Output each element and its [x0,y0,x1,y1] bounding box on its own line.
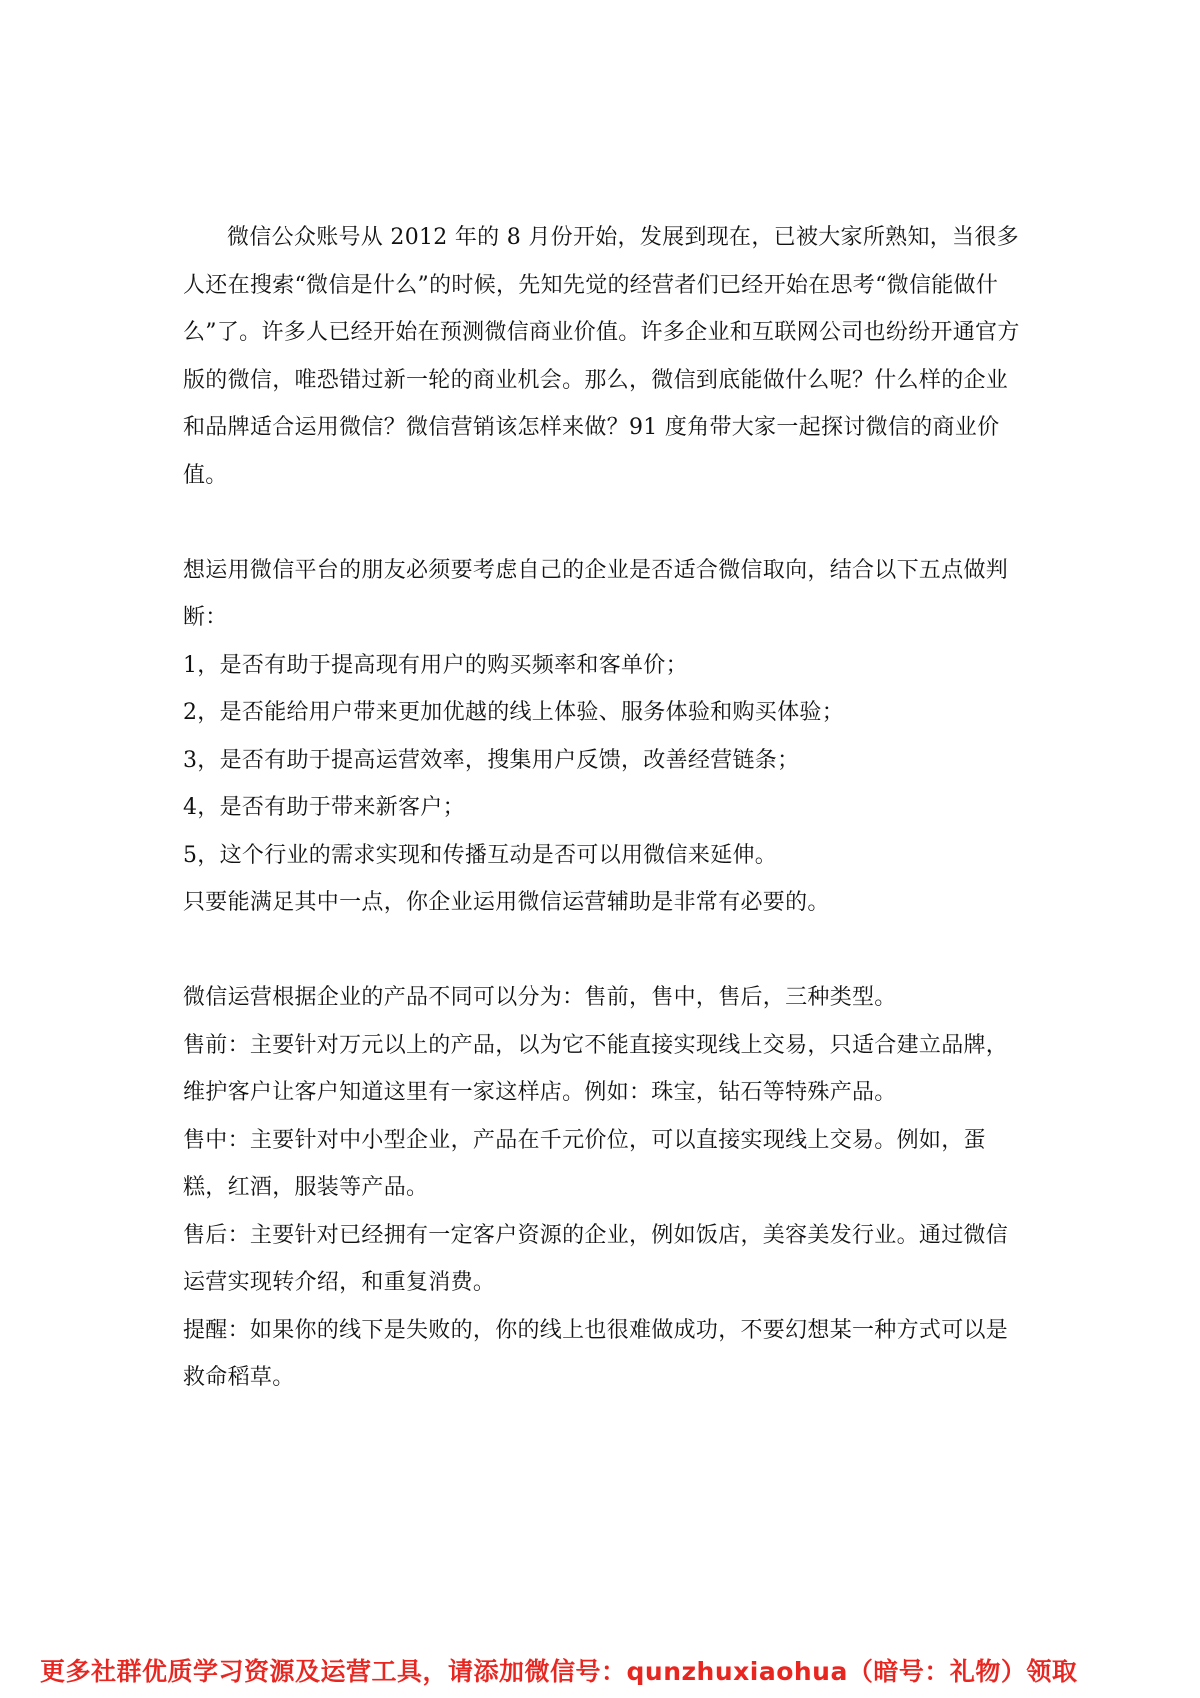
criteria-item: 2，是否能给用户带来更加优越的线上体验、服务体验和购买体验； [183,700,844,725]
criteria-item: 3，是否有助于提高运营效率，搜集用户反馈，改善经营链条； [183,747,800,773]
type-item-insale: 售中：主要针对中小型企业，产品在千元价位，可以直接实现线上交易。例如，蛋糕，红酒，服装等产品。 [183,1127,986,1200]
paragraph-gap [183,499,1029,547]
criteria-item: 5，这个行业的需求实现和传播互动是否可以用微信来延伸。 [183,842,778,868]
reminder-paragraph: 提醒：如果你的线下是失败的，你的线上也很难做成功，不要幻想某一种方式可以是救命稻草。 [183,1317,1009,1390]
promo-footer: 更多社群优质学习资源及运营工具，请添加微信号：qunzhuxiaohua（暗号：礼物）领取 [40,1657,1078,1686]
criteria-item: 4，是否有助于带来新客户； [183,795,465,820]
criteria-intro: 想运用微信平台的朋友必须要考虑自己的企业是否适合微信取向，结合以下五点做判断： [183,557,1009,630]
criteria-item: 1，是否有助于提高现有用户的购买频率和客单价； [183,652,688,678]
criteria-conclusion: 只要能满足其中一点，你企业运用微信运营辅助是非常有必要的。 [183,890,830,915]
type-item-presale: 售前：主要针对万元以上的产品，以为它不能直接实现线上交易，只适合建立品牌，维护客户让客户知道这里有一家这样店。例如：珠宝，钻石等特殊产品。 [183,1032,1009,1105]
paragraph-gap [183,927,1029,975]
document-body [183,214,1029,1402]
type-item-aftersale: 售后：主要针对已经拥有一定客户资源的企业，例如饭店，美容美发行业。通过微信运营实现转介绍，和重复消费。 [183,1222,1009,1295]
types-intro: 微信运营根据企业的产品不同可以分为：售前，售中，售后，三种类型。 [183,985,897,1010]
intro-paragraph: 微信公众账号从 2012 年的 8 月份开始，发展到现在，已被大家所熟知，当很多人还在搜索“微信是什么”的时候，先知先觉的经营者们已经开始在思考“微信能做什么”了。许多人已经开始在预测微信商业价值。许多企业和互联网公司也纷纷开通官方版的微信，唯恐错过新一轮的商业机会。那么，微信到底能做什么呢？什么样的企业和品牌适合运用微信？微信营销该怎样来做？91 度角带大家一起探讨微信的商业价值。 [183,225,1020,488]
